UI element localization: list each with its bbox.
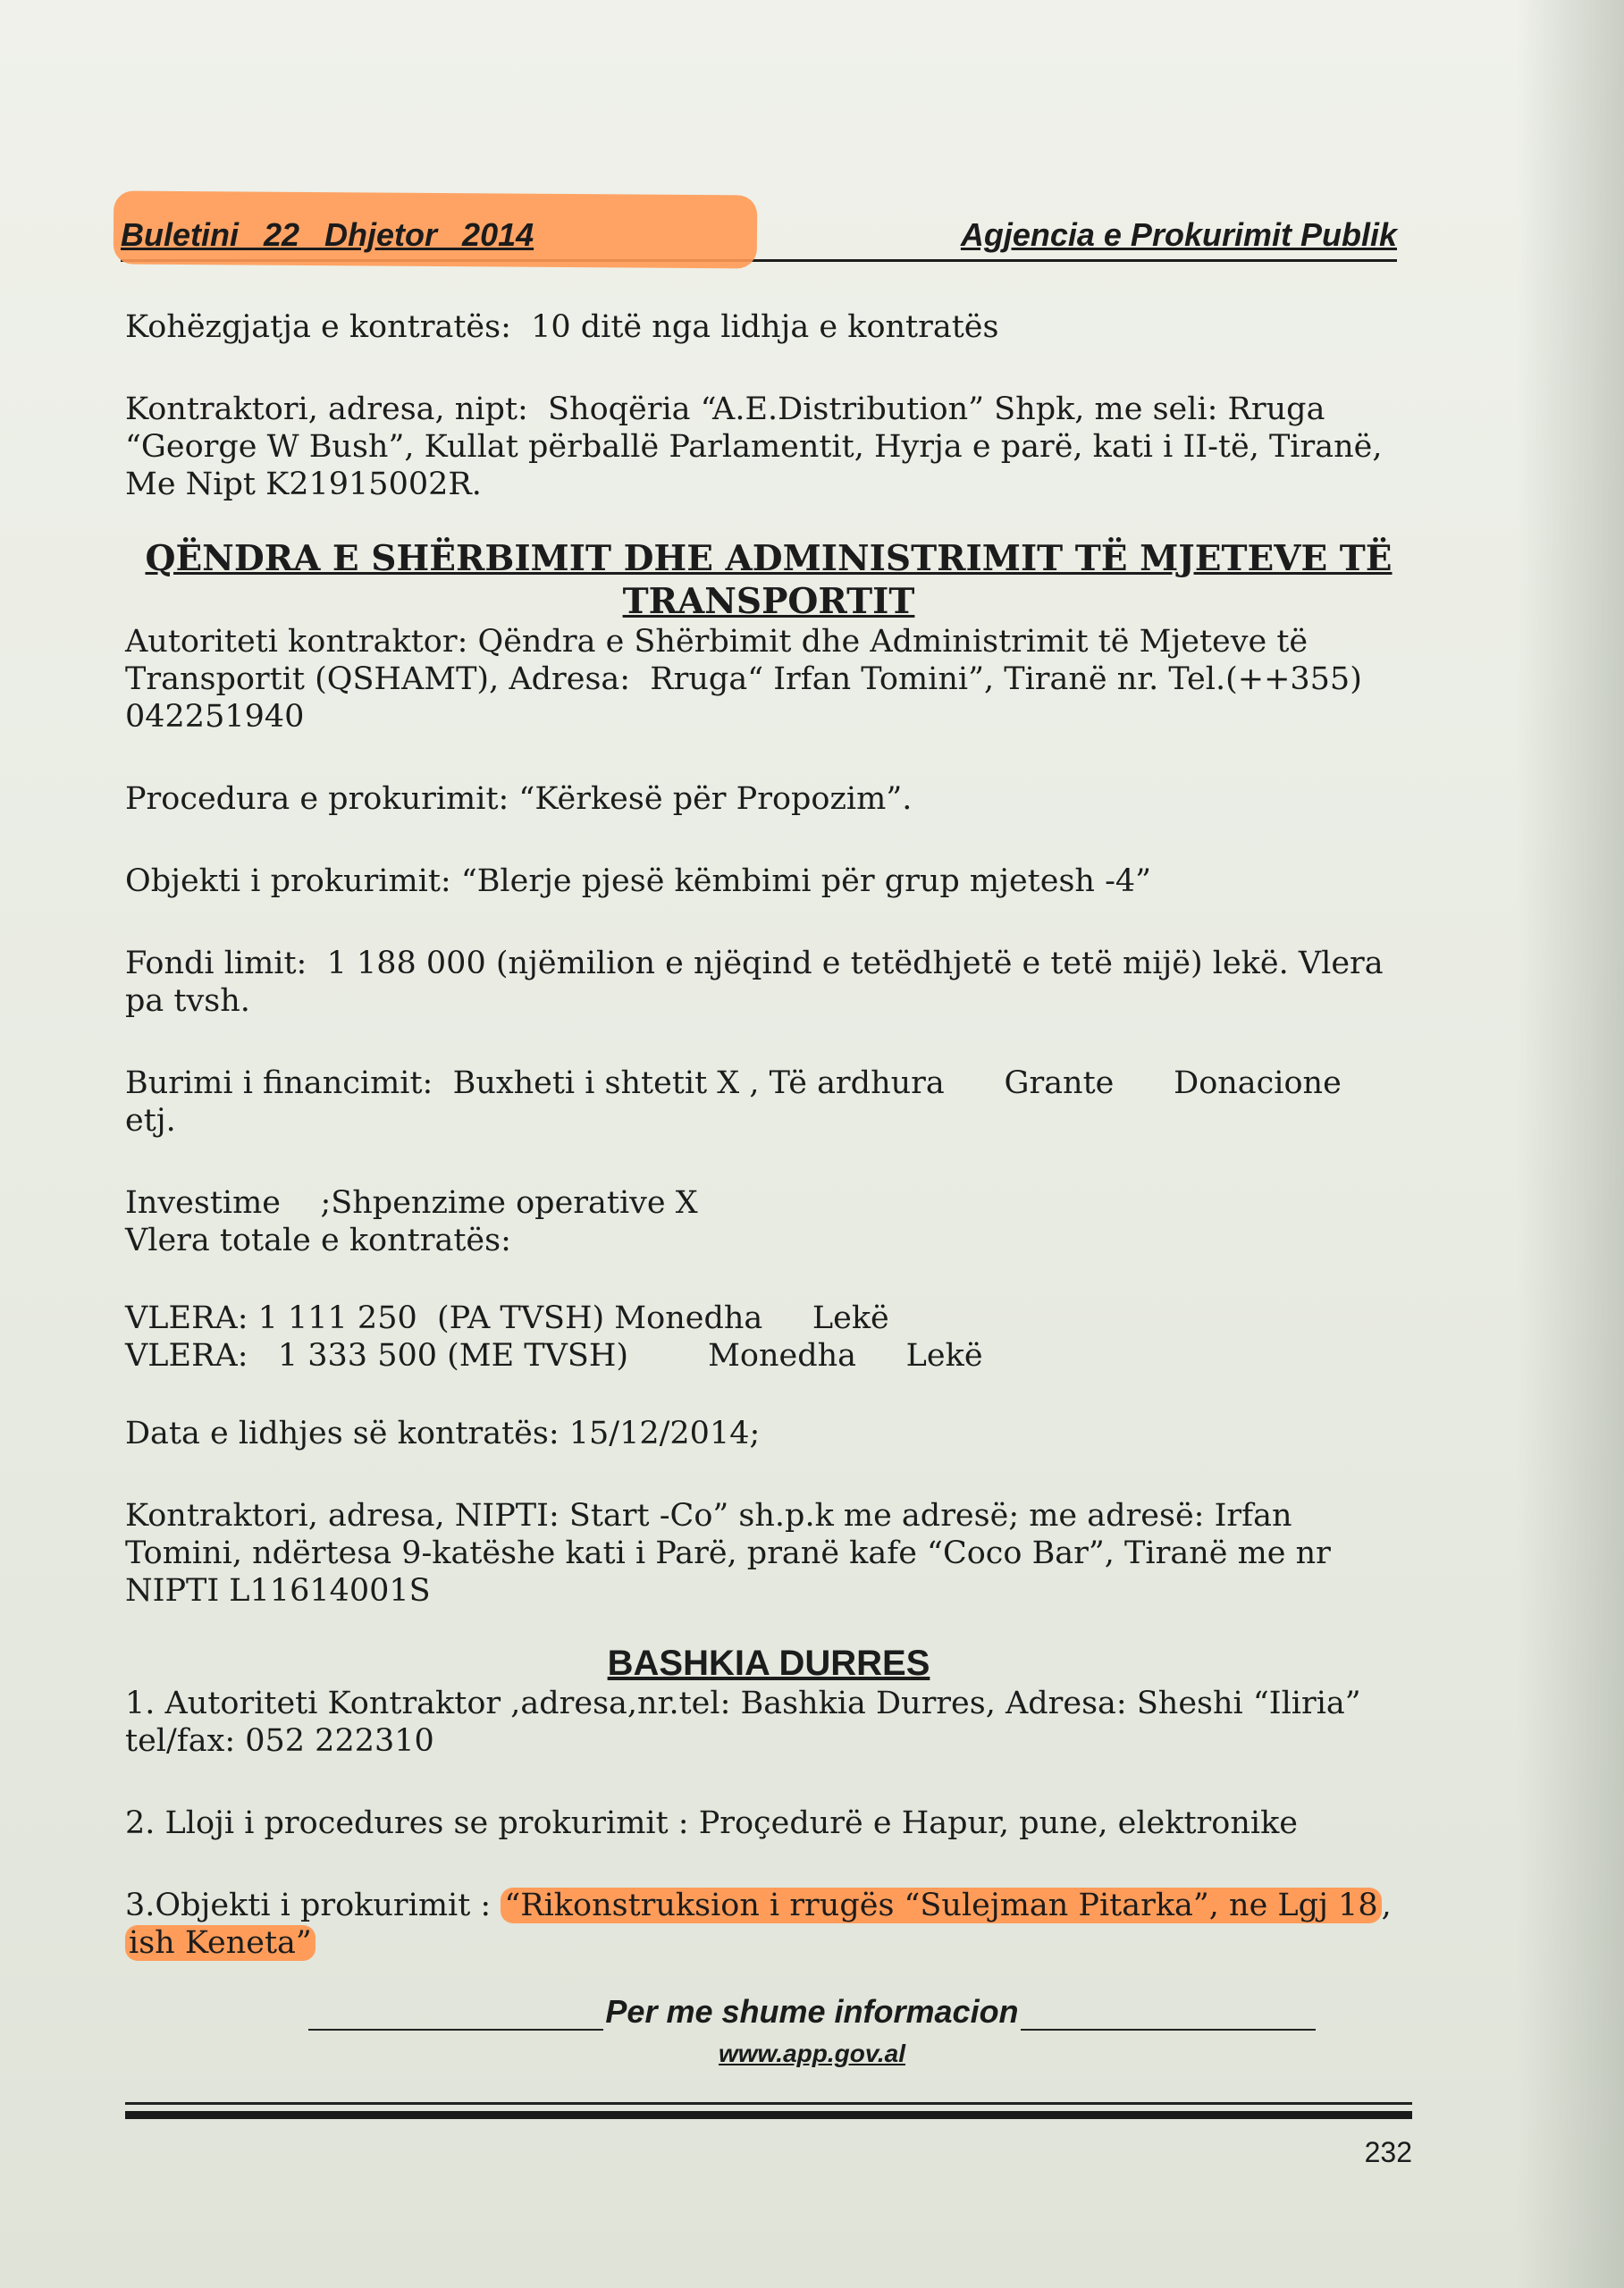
section-heading-durres: BASHKIA DURRES <box>607 1644 930 1683</box>
total-value-label: Vlera totale e kontratës: <box>125 1223 511 1258</box>
document-body <box>125 308 1412 1962</box>
contractor2-line-1: Kontraktori, adresa, NIPTI: Start -Co” sh.p.k me adresë; me adresë: Irfan <box>125 1498 1292 1534</box>
authority-line-2: Transportit (QSHAMT), Adresa: Rruga“ Irfan Tomini”, Tiranë nr. Tel.(++355) <box>125 661 1362 697</box>
durres-authority-line-1: 1. Autoriteti Kontraktor ,adresa,nr.tel: Bashkia Durres, Adresa: Sheshi “Iliria” <box>125 1686 1361 1721</box>
durres-object-line-1 <box>125 1887 1412 1924</box>
page-number: 232 <box>1364 2136 1412 2168</box>
section-heading-qshamt-1: QËNDRA E SHËRBIMIT DHE ADMINISTRIMIT TË MJETEVE TË <box>145 538 1393 579</box>
footer-rule-thin <box>125 2102 1412 2105</box>
authority-line-1: Autoriteti kontraktor: Qëndra e Shërbimit dhe Administrimit të Mjeteve të <box>125 624 1308 660</box>
durres-object-highlight-1: “Rikonstruksion i rrugës “Sulejman Pitarka”, ne Lgj 18 <box>501 1888 1381 1923</box>
funding-source-line-2: etj. <box>125 1103 176 1139</box>
agency-name: Agjencia e Prokurimit Publik <box>960 216 1397 253</box>
fund-limit-line-2: pa tvsh. <box>125 983 250 1019</box>
section-heading-qshamt-2: TRANSPORTIT <box>622 581 915 622</box>
footer-info-text: Per me shume informacion <box>605 1993 1019 2030</box>
page-edge-shadow <box>1517 0 1624 2288</box>
funding-source-line-1: Burimi i financimit: Buxheti i shtetit X , Të ardhura Grante Donacione <box>125 1065 1342 1101</box>
footer-info <box>0 1993 1624 2031</box>
contractor-line-2: “George W Bush”, Kullat përballë Parlamentit, Hyrja e parë, kati i II-të, Tiranë, <box>125 429 1383 465</box>
contractor2-line-3: NIPTI L11614001S <box>125 1573 431 1609</box>
durres-object-prefix: 3.Objekti i prokurimit : <box>125 1888 501 1923</box>
procurement-procedure: Procedura e prokurimit: “Kërkesë për Propozim”. <box>125 781 913 817</box>
bulletin-date: Buletini 22 Dhjetor 2014 <box>121 216 534 253</box>
contractor-line-3: Me Nipt K21915002R. <box>125 467 482 502</box>
durres-procedure-type: 2. Lloji i procedures se prokurimit : Proçedurë e Hapur, pune, elektronike <box>125 1805 1298 1841</box>
value-with-vat: VLERA: 1 333 500 (ME TVSH) Monedha Lekë <box>125 1338 983 1374</box>
durres-object-comma: , <box>1381 1888 1392 1923</box>
contractor2-line-2: Tomini, ndërtesa 9-katëshe kati i Parë, pranë kafe “Coco Bar”, Tiranë me nr <box>125 1535 1331 1571</box>
procurement-object: Objekti i prokurimit: “Blerje pjesë këmbimi për grup mjetesh -4” <box>125 863 1152 899</box>
contract-date: Data e lidhjes së kontratës: 15/12/2014; <box>125 1416 761 1451</box>
durres-object-highlight-2: ish Keneta” <box>125 1925 316 1961</box>
page-header <box>121 206 1397 262</box>
footer-url[interactable]: www.app.gov.al <box>718 2040 905 2067</box>
durres-object-line-2 <box>125 1924 1412 1962</box>
footer-left-rule <box>308 2022 603 2031</box>
footer-right-rule <box>1021 2022 1316 2031</box>
authority-line-3: 042251940 <box>125 699 305 735</box>
contract-duration: Kohëzgjatja e kontratës: 10 ditë nga lidhja e kontratës <box>125 309 999 345</box>
value-without-vat: VLERA: 1 111 250 (PA TVSH) Monedha Lekë <box>125 1300 889 1336</box>
investment-line: Investime ;Shpenzime operative X <box>125 1185 698 1221</box>
durres-authority-line-2: tel/fax: 052 222310 <box>125 1723 434 1759</box>
fund-limit-line-1: Fondi limit: 1 188 000 (njëmilion e njëqind e tetëdhjetë e tetë mijë) lekë. Vlera <box>125 946 1384 981</box>
footer-rule-thick <box>125 2111 1412 2119</box>
contractor-line-1: Kontraktori, adresa, nipt: Shoqëria “A.E.Distribution” Shpk, me seli: Rruga <box>125 391 1325 427</box>
